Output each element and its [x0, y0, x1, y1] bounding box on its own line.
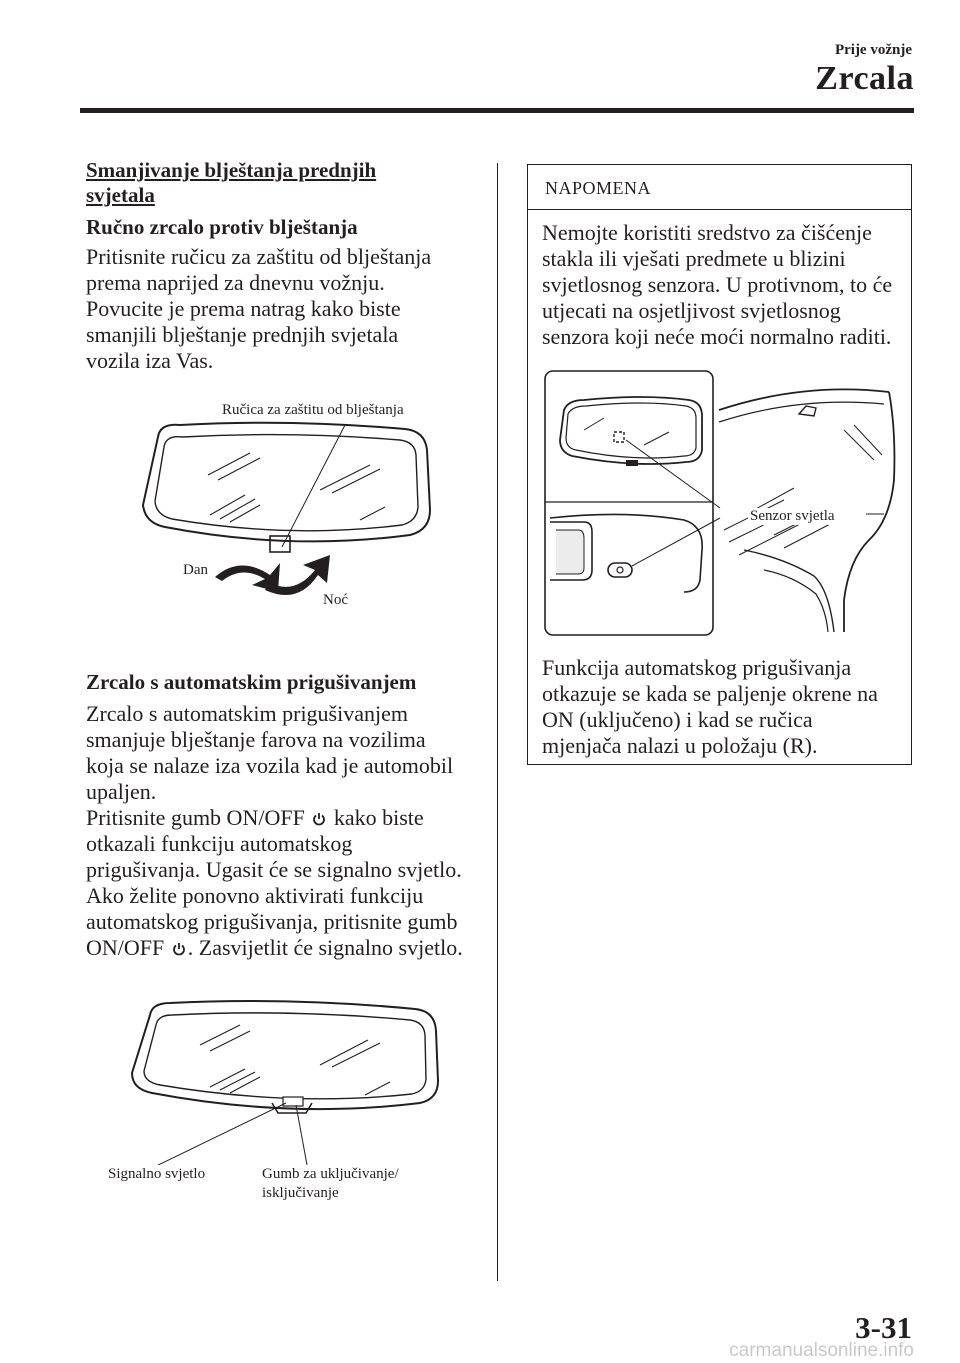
section-heading: Smanjivanje blještanja prednjih svjetala [86, 158, 377, 207]
text-line: smanjili blještanje prednjih svjetala [86, 322, 399, 347]
note-text-2 [542, 655, 878, 759]
text-line: otkazali funkciju automatskog [86, 831, 353, 856]
text-line: Ako želite ponovno aktivirati funkciju [86, 883, 424, 908]
manual-mirror-title: Ručno zrcalo protiv blještanja [86, 215, 358, 239]
text-fragment: . Zasvijetlit će signalno svjetlo. [187, 935, 463, 960]
button-label-line2: isključivanje [262, 1185, 339, 1201]
text-fragment: ON/OFF [86, 935, 165, 960]
lever-label: Ručica za zaštitu od blještanja [222, 402, 404, 418]
text-line: ON (uključeno) i kad se ručica [542, 707, 813, 732]
text-line: smanjuje blještanje farova na vozilima [86, 727, 426, 752]
text-line: koja se nalaze iza vozila kad je automobil [86, 753, 454, 778]
text-line [86, 805, 463, 831]
text-line: senzora koji neće moći normalno raditi. [542, 324, 892, 349]
note-box [527, 164, 912, 765]
text-line: prigušivanja. Ugasit će se signalno svjetlo. [86, 857, 462, 882]
text-line: svjetlosnog senzora. U protivnom, to će [542, 272, 893, 297]
text-line: utjecati na osjetljivost svjetlosnog [542, 298, 841, 323]
auto-mirror-title: Zrcalo s automatskim prigušivanjem [86, 670, 417, 694]
light-sensor-label: Senzor svjetla [750, 508, 835, 524]
text-line: otkazuje se kada se paljenje okrene na [542, 681, 878, 706]
text-line: automatskog prigušivanja, pritisnite gumb [86, 909, 458, 934]
note-title: NAPOMENA [528, 165, 911, 210]
text-line: Povucite je prema natrag kako biste [86, 296, 401, 321]
power-icon [312, 812, 326, 826]
watermark: carmanualsonline.info [729, 1340, 914, 1361]
header-rule [80, 108, 914, 113]
auto-mirror-text [86, 701, 453, 805]
column-divider [497, 163, 498, 1281]
signal-light-label: Signalno svjetlo [108, 1166, 206, 1182]
auto-mirror-figure [100, 995, 470, 1165]
note-text-1 [542, 220, 892, 350]
text-line: vozila iza Vas. [86, 348, 214, 373]
text-line: mjenjača nalazi u položaju (R). [542, 733, 818, 758]
text-line: Funkcija automatskog prigušivanja [542, 655, 852, 680]
section-label: Prije vožnje [834, 42, 912, 58]
text-line: Pritisnite ručicu za zaštitu od blještanja [86, 244, 432, 269]
night-label: Noć [323, 592, 348, 608]
light-sensor-figure [544, 370, 904, 640]
manual-mirror-text [86, 244, 431, 374]
text-line: Nemojte koristiti sredstvo za čišćenje [542, 220, 872, 245]
page-title: Zrcala [815, 60, 914, 97]
text-line: stakla ili vješati predmete u blizini [542, 246, 846, 271]
text-line: Zrcalo s automatskim prigušivanjem [86, 701, 408, 726]
text-fragment: kako biste [333, 805, 424, 830]
text-line: prema naprijed za dnevnu vožnju. [86, 270, 385, 295]
text-line [86, 935, 463, 961]
manual-mirror-figure [120, 395, 470, 620]
button-label-line1: Gumb za uključivanje/ [262, 1166, 399, 1182]
day-label: Dan [183, 562, 208, 578]
power-icon [172, 942, 186, 956]
text-fragment: Pritisnite gumb ON/OFF [86, 805, 305, 830]
text-line: upaljen. [86, 779, 157, 804]
page-number: 3-31 [855, 1310, 912, 1345]
press-button-text [86, 805, 463, 961]
